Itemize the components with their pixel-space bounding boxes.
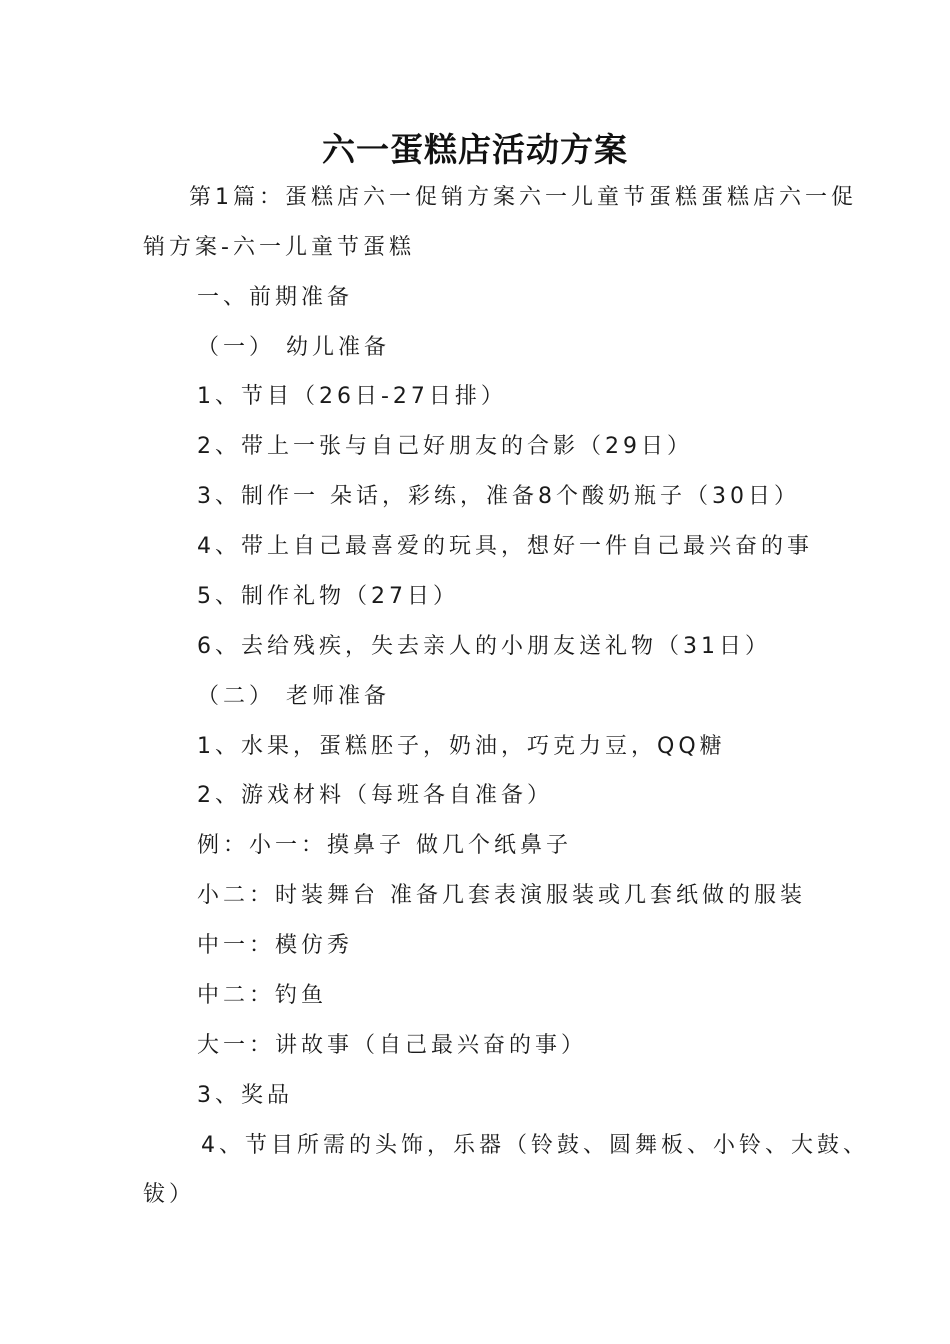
list-item: 1、节目（26日-27日排） (197, 384, 507, 409)
subsection-heading: （二） 老师准备 (197, 684, 390, 709)
list-item: 3、制作一 朵话，彩练，准备8个酸奶瓶子（30日） (197, 484, 800, 509)
list-item: 中一：模仿秀 (197, 933, 354, 958)
paragraph-line: 销方案-六一儿童节蛋糕 (143, 235, 415, 260)
list-item: 6、去给残疾，失去亲人的小朋友送礼物（31日） (197, 634, 771, 659)
list-item: 小二：时装舞台 准备几套表演服装或几套纸做的服装 (197, 883, 806, 908)
list-item: 钹） (143, 1182, 196, 1207)
document-title: 六一蛋糕店活动方案 (322, 130, 628, 169)
list-item: 大一：讲故事（自己最兴奋的事） (197, 1033, 588, 1058)
subsection-heading: （一） 幼儿准备 (197, 335, 390, 360)
list-item: 例：小一：摸鼻子 做几个纸鼻子 (197, 833, 572, 858)
list-item: 2、游戏材料（每班各自准备） (197, 783, 553, 808)
list-item: 1、水果，蛋糕胚子，奶油，巧克力豆，QQ糖 (197, 734, 726, 759)
list-item: 5、制作礼物（27日） (197, 584, 459, 609)
list-item: 4、节目所需的头饰，乐器（铃鼓、圆舞板、小铃、大鼓、 (201, 1133, 869, 1158)
list-item: 4、带上自己最喜爱的玩具，想好一件自己最兴奋的事 (197, 534, 813, 559)
list-item: 3、奖品 (197, 1083, 293, 1108)
paragraph-line: 第1篇：蛋糕店六一促销方案六一儿童节蛋糕蛋糕店六一促 (189, 185, 857, 210)
section-heading: 一、前期准备 (197, 285, 354, 310)
list-item: 2、带上一张与自己好朋友的合影（29日） (197, 434, 693, 459)
list-item: 中二：钓鱼 (197, 983, 328, 1008)
